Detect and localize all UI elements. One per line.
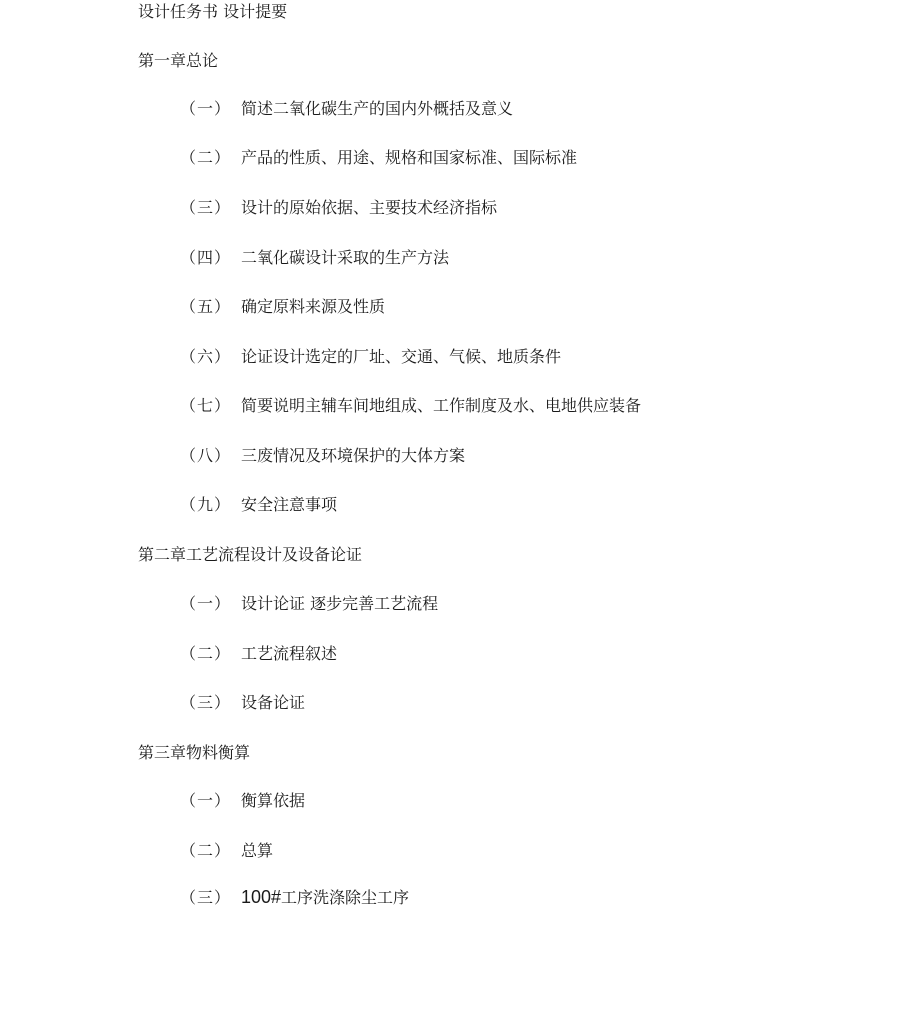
item-text: 总算: [241, 841, 274, 860]
item-number: （五）: [180, 297, 232, 316]
item-number: （九）: [180, 495, 232, 514]
item-text: 确定原料来源及性质: [241, 297, 386, 316]
item-number: （一）: [180, 594, 232, 613]
chapter-3-item-1: [180, 790, 305, 812]
item-number: （三）: [180, 693, 232, 712]
item-text: 安全注意事项: [241, 495, 338, 514]
item-text: 工艺流程叙述: [241, 644, 338, 663]
chapter-3-item-3: [180, 886, 409, 909]
item-number: （三）: [180, 888, 232, 907]
item-number: （二）: [180, 148, 232, 167]
chapter-1-item-6: [180, 346, 561, 368]
item-number: （八）: [180, 446, 232, 465]
chapter-1-item-1: [180, 98, 513, 120]
chapter-3-item-2: [180, 840, 273, 862]
item-number: （二）: [180, 841, 232, 860]
chapter-2-item-3: [180, 692, 305, 714]
item-text: 二氧化碳设计采取的生产方法: [241, 248, 450, 267]
item-number: （一）: [180, 99, 232, 118]
item-text: 衡算依据: [241, 791, 306, 810]
document-header: 设计任务书 设计提要: [138, 2, 288, 21]
chapter-1-item-5: [180, 296, 385, 318]
chapter-1-title: 第一章总论: [138, 51, 219, 70]
item-text: 工序洗涤除尘工序: [281, 888, 410, 907]
chapter-1-item-3: [180, 197, 497, 219]
item-text: 设备论证: [241, 693, 306, 712]
item-text: 论证设计选定的厂址、交通、气候、地质条件: [241, 347, 562, 366]
item-number: （六）: [180, 347, 232, 366]
item-text: 产品的性质、用途、规格和国家标准、国际标准: [241, 148, 578, 167]
chapter-2-item-1: [180, 593, 438, 615]
chapter-2-item-2: [180, 643, 337, 665]
item-text: 简述二氧化碳生产的国内外概括及意义: [241, 99, 514, 118]
item-text: 设计的原始依据、主要技术经济指标: [241, 198, 498, 217]
item-number: （二）: [180, 644, 232, 663]
chapter-1-item-2: [180, 147, 577, 169]
item-number: （四）: [180, 248, 232, 267]
item-number: （三）: [180, 198, 232, 217]
item-text: 设计论证 逐步完善工艺流程: [241, 594, 439, 613]
chapter-2-title: 第二章工艺流程设计及设备论证: [138, 545, 363, 564]
chapter-1-item-4: [180, 247, 449, 269]
item-code: 100#: [241, 887, 282, 907]
chapter-1-item-9: [180, 494, 337, 516]
item-text: 三废情况及环境保护的大体方案: [241, 446, 466, 465]
chapter-1-item-8: [180, 445, 465, 467]
chapter-3-title: 第三章物料衡算: [138, 743, 251, 762]
item-number: （七）: [180, 396, 232, 415]
item-text: 简要说明主辅车间地组成、工作制度及水、电地供应装备: [241, 396, 642, 415]
chapter-1-item-7: [180, 395, 641, 417]
item-number: （一）: [180, 791, 232, 810]
